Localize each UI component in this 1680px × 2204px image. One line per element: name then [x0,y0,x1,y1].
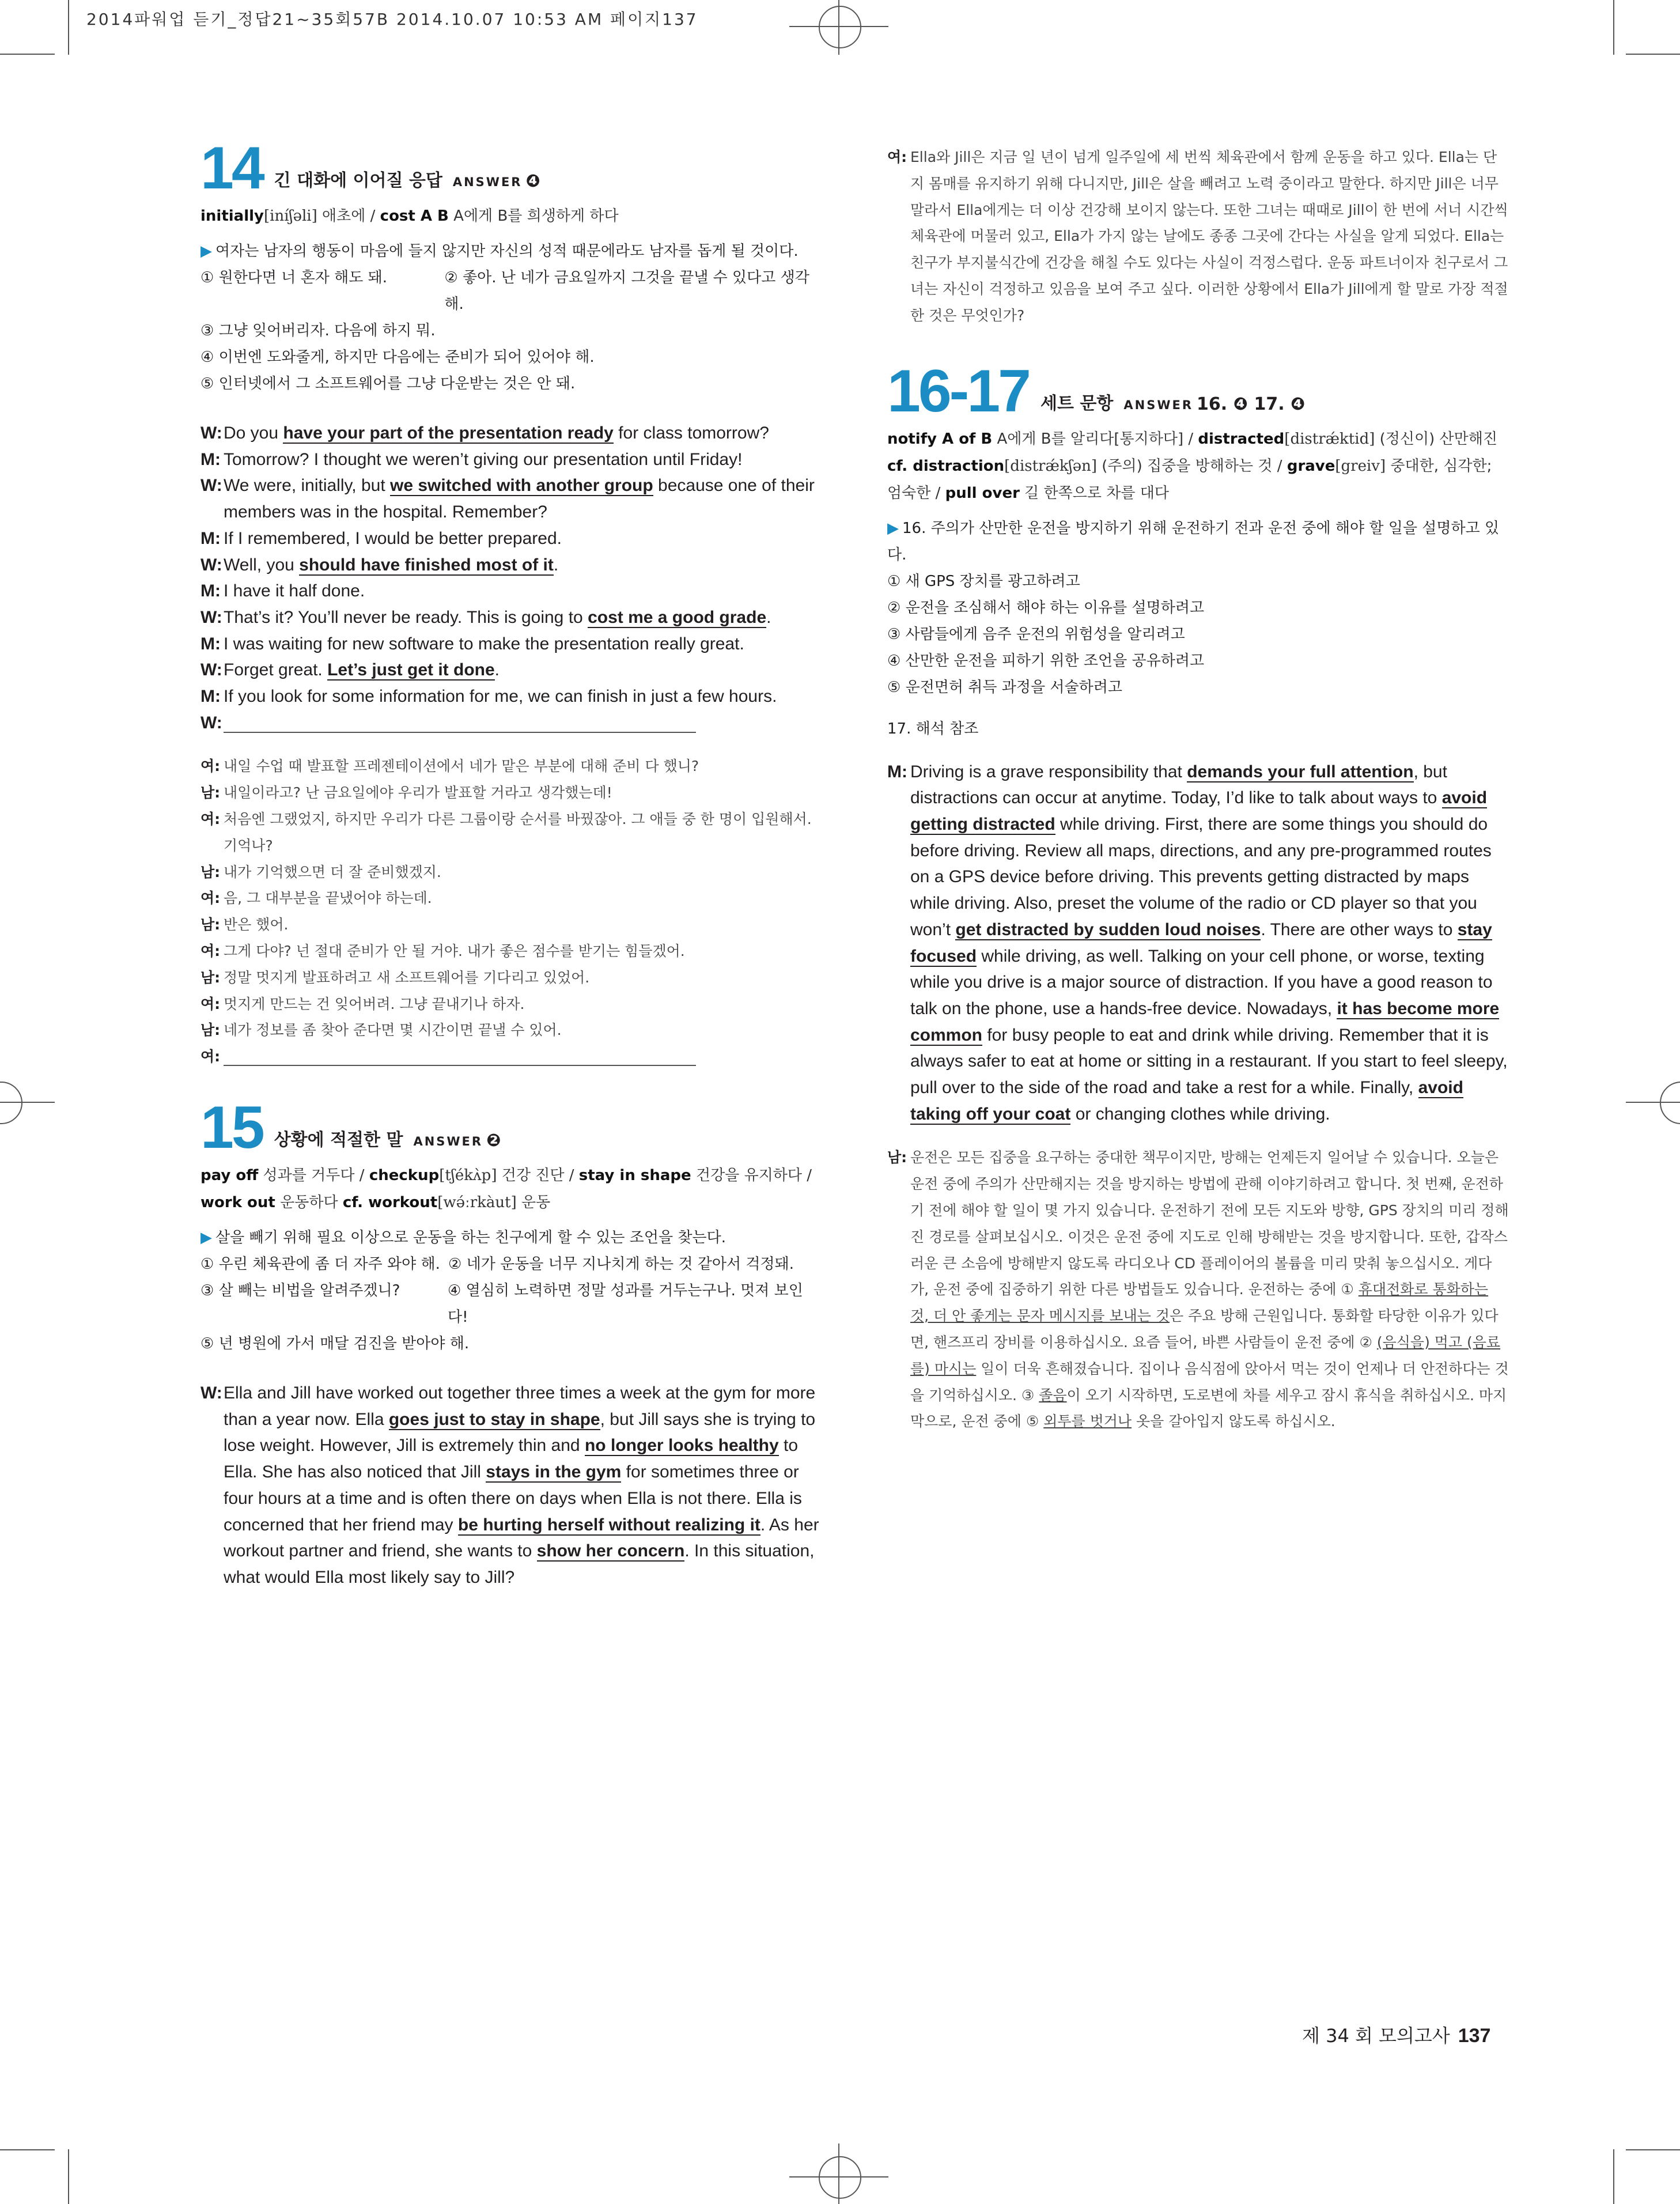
option-3: ③ 그냥 잊어버리자. 다음에 하지 뭐. [200,322,436,339]
korean-translation: 여: 내일 수업 때 발표할 프레젠테이션에서 네가 맡은 부분에 대해 준비 다 했니? 남: 내일이라고? 난 금요일에야 우리가 발표할 거라고 생각했는데! 여: 처음엔 그랬었지, 하지만 우리가 다른 그룹이랑 순서를 바꿨잖아. 그 애들 중 한 명이 입원해서. 기억나? 남: 내가 기억했으면 더 잘 준비했겠지. 여: 음, 그 대부분을 끝냈어야 하는데. 남: 반은 했어. 여: 그게 다야? 넌 절대 준비가 안 될 거야. 내가 좋은 점수를 받기는 힘들겠어. 남: 정말 멋지게 발표하려고 새 소프트웨어를 기다리고 있었어. 여: 멋지게 만드는 건 잊어버려. 그냥 끝내기나 하자. 남: 네가 정보를 좀 찾아 준다면 몇 시간이면 끝낼 수 있어. 여: [200,758,812,1065]
registration-line [838,0,839,55]
section-number: 15 [200,1094,263,1161]
page-number: 137 [1458,2025,1491,2047]
answer-label: ANSWER [1123,398,1194,412]
registration-line [838,2143,839,2204]
summary-text: 여자는 남자의 행동이 마음에 들지 않지만 자신의 성적 때문에라도 남자를 돕게 될 것이다. [215,243,799,260]
option-1: ① 원한다면 너 혼자 해도 돼. [200,269,388,286]
option-row: ③ 살 빼는 비법을 알려주겠니? ④ 열심히 노력하면 정말 성과를 거두는구나. 멋져 보인다! [200,1282,803,1326]
answer-blank [224,714,696,733]
right-column [887,144,1509,1435]
option-4: ④ 산만한 운전을 피하기 위한 조언을 공유하려고 [887,652,1205,670]
option-2: ② 운전을 조심해서 해야 하는 이유를 설명하려고 [887,599,1205,617]
answer-label: ANSWER [413,1135,483,1148]
dialogue-line: M: Tomorrow? I thought we weren’t giving our presentation until Friday! [200,449,743,469]
section-15-header [200,1094,823,1161]
option-4: ④ 이번엔 도와줄게, 하지만 다음에는 준비가 되어 있어야 해. [200,349,595,366]
question-summary: ▶ 16. 주의가 산만한 운전을 방지하기 위해 운전하기 전과 운전 중에 해야 할 일을 설명하고 있다. [887,519,1500,564]
section-14-header [200,135,823,202]
dialogue-line: W: That’s it? You’ll never be ready. This is going to cost me a good grade. [200,607,771,627]
section-title: 세트 문항 [1040,393,1114,414]
dialogue-line: W: Forget great. Let’s just get it done. [200,660,500,680]
vocab-gloss: 애초에 / [322,207,376,225]
section-title: 긴 대화에 이어질 응답 [274,171,442,191]
vocab-term: initially [200,207,264,225]
option-3: ③ 사람들에게 음주 운전의 위험성을 알리려고 [887,625,1185,643]
question-summary: ▶ 살을 빼기 위해 필요 이상으로 운동을 하는 친구에게 할 수 있는 조언을 찾는다. [200,1229,727,1246]
key-phrase: Let’s just get it done [327,660,495,680]
triangle-bullet-icon: ▶ [200,243,212,260]
registration-line [1626,1102,1680,1103]
registration-mark [819,6,861,48]
registration-mark [1660,1082,1680,1124]
dialogue-line: M: If you look for some information for me, we can finish in just a few hours. [200,687,777,706]
section-title: 상황에 적절한 말 [274,1130,403,1150]
monologue-script: M: Driving is a grave responsibility that demands your full attention, but distractions can occur at anytime. Today, I’d like to talk about ways to avoid getting distracted while driving. First, there are some things you should do before driving. Review all maps, directions, and any pre-programmed routes on a GPS device before driving. This prevents getting distracted by maps while driving. Also, preset the volume of the radio or CD player so that you won’t get distracted by sudden loud noises. There are other ways to stay focused while driving, as well. Talking on your cell phone, or worse, texting while you drive is a major source of distraction. If you have a good reason to talk on the phone, use a hands-free device. Nowadays, it has become more common for busy people to eat and drink while driving. Remember that it is always safer to eat at home or sitting in a restaurant. If you start to feel sleepy, pull over to the side of the road and take a rest for a while. Finally, avoid taking off your coat or changing clothes while driving. [887,762,1508,1124]
section-number: 16-17 [887,357,1029,425]
crop-mark [68,0,69,55]
registration-mark [0,1082,22,1124]
dialogue-line: W: We were, initially, but we switched with another group because one of their members was in the hospital. Remember? [200,476,815,522]
section-16-17-header [887,357,1509,425]
crop-mark [1626,54,1680,55]
vocab-gloss: A에게 B를 희생하게 하다 [453,207,619,225]
page-footer [1302,2021,1490,2048]
dialogue-line: M: I was waiting for new software to make the presentation really great. [200,634,744,653]
crop-mark [1613,2149,1614,2204]
option-5: ⑤ 인터넷에서 그 소프트웨어를 그냥 다운받는 것은 안 돼. [200,375,576,392]
option-2: ② 좋아. 난 네가 금요일까지 그것을 끝낼 수 있다고 생각해. [444,269,809,313]
crop-mark [0,2149,55,2150]
crop-mark [68,2149,69,2204]
key-phrase: cost me a good grade [588,607,767,627]
registration-line [0,1102,55,1103]
monologue-script: W: Ella and Jill have worked out together three times a week at the gym for more than a year now. Ella goes just to stay in shape, but Jill says she is trying to lose weight. However, Jill is extremely thin and no longer looks healthy to Ella. She has also noticed that Jill stays in the gym for sometimes three or four hours at a time and is often there on days when Ella is not there. Ella is concerned that her friend may be hurting herself without realizing it. As her workout partner and friend, she wants to show her concern. In this situation, what would Ella most likely say to Jill? [200,1383,819,1587]
triangle-bullet-icon: ▶ [887,519,899,537]
vocab-phonetic: [iníʃəli] [264,207,317,225]
vocabulary: notify A of B A에게 B를 알리다[통지하다] / distracted[distrǽktid] (정신이) 산만해진 cf. distraction[distrǽkʃən] (주의) 집중을 방해하는 것 / grave[greiv] 중대한, 심각한; 엄숙한 / pull over 길 한쪽으로 차를 대다 [887,430,1498,502]
crop-mark [1626,2149,1680,2150]
answer-blank [224,1049,696,1066]
vocabulary [200,203,823,230]
registration-mark [819,2156,861,2199]
dialogue-line: M: If I remembered, I would be better prepared. [200,528,562,548]
dialogue-line: W: Do you have your part of the presentation ready for class tomorrow? [200,424,769,443]
option-1: ① 새 GPS 장치를 광고하려고 [887,572,1080,590]
korean-translation: 남: 운전은 모든 집중을 요구하는 중대한 책무이지만, 방해는 언제든지 일어날 수 있습니다. 오늘은 운전 중에 주의가 산만해지는 것을 방지하는 방법에 관해 이야기하려고 합니다. 첫 번째, 운전하기 전에 해야 할 일이 몇 가지 있습니다. 운전하기 전에 모든 지도와 방향, GPS 장치의 미리 정해진 경로를 살펴보십시오. 이것은 운전 중에 지도로 인해 방해받는 것을 방지합니다. 또한, 갑작스러운 큰 소음에 방해받지 않도록 라디오나 CD 플레이어의 볼륨을 미리 맞춰 놓으십시오. 게다가, 운전 중에 집중하기 위한 다른 방법들도 있습니다. 운전하는 중에 ① 휴대전화로 통화하는 것, 더 안 좋게는 문자 메시지를 보내는 것은 주요 방해 근원입니다. 통화할 타당한 이유가 있다면, 핸즈프리 장비를 이용하십시오. 요즘 들어, 바쁜 사람들이 운전 중에 ② (음식을) 먹고 (음료를) 마시는 일이 더욱 흔해졌습니다. 집이나 음식점에 앉아서 먹는 것이 언제나 더 안전하다는 것을 기억하십시오. ③ 졸음이 오기 시작하면, 도로변에 차를 세우고 잠시 휴식을 취하십시오. 마지막으로, 운전 중에 ⑤ 외투를 벗거나 옷을 갈아입지 않도록 하십시오. [887,1149,1509,1430]
answer-blank-line: W: [200,710,823,736]
answer-value: ❹ [525,171,540,191]
crop-mark [1613,0,1614,55]
vocabulary: pay off 성과를 거두다 / checkup[tʃékʌ̀p] 건강 진단 / stay in shape 건강을 유지하다 / work out 운동하다 cf. workout[wə́ːrkàut] 운동 [200,1167,812,1211]
answer-value: ❷ [486,1131,501,1151]
key-phrase: have your part of the presentation ready [283,424,614,443]
footer-text: 제 34 회 모의고사 [1302,2025,1450,2047]
crop-mark [0,54,55,55]
section-number: 14 [200,135,263,202]
triangle-bullet-icon: ▶ [200,1229,212,1246]
dialogue-line: M: I have it half done. [200,581,365,601]
left-column [200,135,823,1591]
question-summary [200,238,823,264]
dialogue-script [200,420,823,736]
answer-label: ANSWER [452,175,523,189]
option-5: ⑤ 년 병원에 가서 매달 검진을 받아야 해. [200,1335,470,1352]
option-5: ⑤ 운전면허 취득 과정을 서술하려고 [887,678,1122,696]
option-row [200,264,823,317]
dialogue-line: W: Well, you should have finished most of it. [200,555,559,574]
answer-value: 16. ❹ 17. ❹ [1197,394,1306,414]
option-row: ① 우린 체육관에 좀 더 자주 와야 해. ② 네가 운동을 너무 지나치게 하는 것 같아서 걱정돼. [200,1256,794,1273]
vocab-term: cost A B [380,207,449,225]
key-phrase: should have finished most of it [299,555,554,574]
note-17: 17. 해석 참조 [887,720,979,738]
korean-translation: 여: Ella와 Jill은 지금 일 년이 넘게 일주일에 세 번씩 체육관에서 함께 운동을 하고 있다. Ella는 단지 몸매를 유지하기 위해 다니지만, Jill은 살을 빼려고 노력 중이라고 말한다. 하지만 Jill은 너무 말라서 Ella에게는 더 이상 건강해 보이지 않는다. 또한 그녀는 때때로 Jill이 한 번에 서너 시간씩 체육관에 머물러 있고, Ella가 가지 않는 날에도 종종 그곳에 간다는 사실을 알게 되었다. Ella는 친구가 부지불식간에 건강을 해칠 수도 있다는 사실이 걱정스럽다. 운동 파트너이자 친구로서 그녀는 자신이 걱정하고 있음을 보여 주고 싶다. 이러한 상황에서 Ella가 Jill에게 할 말로 가장 적절한 것은 무엇인가? [887,149,1508,324]
print-slug: 2014파워업 듣기_정답21~35회57B 2014.10.07 10:53 AM 페이지137 [86,10,698,29]
key-phrase: we switched with another group [390,476,653,496]
